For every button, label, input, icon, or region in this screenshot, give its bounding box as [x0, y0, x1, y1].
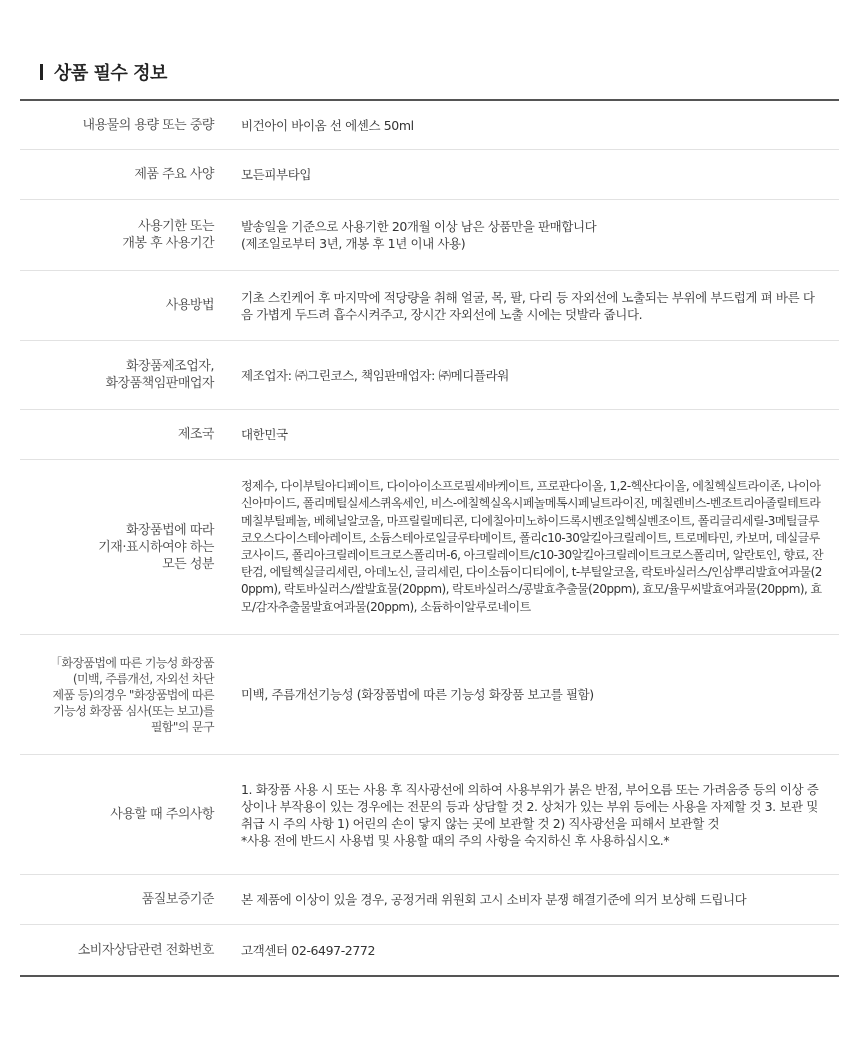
table-row-manufacturer — [20, 341, 839, 410]
table-row-country — [20, 410, 839, 460]
table-row-functional-cosmetic — [20, 635, 839, 755]
row-value: 모든피부타입 — [241, 167, 312, 182]
section-header — [40, 59, 167, 85]
table-row-ingredients — [20, 460, 839, 635]
row-label: 내용물의 용량 또는 중량 — [82, 117, 214, 133]
row-value: 미백, 주름개선기능성 (화장품법에 따른 기능성 화장품 보고를 필함) — [241, 687, 594, 702]
table-row-volume — [20, 101, 839, 150]
table-row-quality-standard — [20, 875, 839, 925]
row-label: 화장품제조업자, 화장품책임판매업자 — [105, 359, 214, 391]
row-value: 발송일을 기준으로 사용기한 20개월 이상 남은 상품만을 판매합니다 (제조일로부터 3년, 개봉 후 1년 이내 사용) — [241, 219, 597, 251]
row-value: 정제수, 다이부틸아디페이트, 다이아이소프로필세바케이트, 프로판다이올, 1,2-헥산다이올, 에칠헥실트라이존, 나이아신아마이드, 폴리메틸실세스퀴옥세인, 비스-에칠헥실옥시페놀메톡시페닐트라이진, 메칠렌비스-벤조트리아졸릴테트라메칠부틸페놀, 베헤닐알코올, 마프릴릴메티콘, 디에칠아미노하이드록시벤조일헥실벤조이트, 폴리글리세릴-3메틸글루코오스다이스테아레이트, 소듐스테아로일글루타메이트, 폴리c10-30알킬아크릴레이트, 트로메타민, 카보머, 데실글루코사이드, 폴리아크릴레이트크로스폴리머-6, 아크릴레이트/c10-30알킬아크릴레이트크로스폴리머, 알란토인, 향료, 잔탄검, 에틸헥실글리세린, 아데노신, 글리세린, 다이소듐이디티에이, t-부틸알코올, 락토바실러스/인삼뿌리발효여과물(20ppm), 락토바실러스/쌀발효물(20ppm), 락토바실러스/콩발효추출물(20ppm), 효모/율무씨발효여과물(20ppm), 효모/감자추출물발효여과물(20ppm), 소듐하이알루로네이트 — [241, 479, 824, 614]
row-value: 제조업자: ㈜그린코스, 책임판매업자: ㈜메디플라워 — [241, 367, 509, 383]
row-label: 소비자상담관련 전화번호 — [77, 942, 214, 958]
table-row-expiry — [20, 200, 839, 271]
row-label: 제조국 — [177, 427, 214, 442]
row-value: 본 제품에 이상이 있을 경우, 공정거래 위원회 고시 소비자 분쟁 해결기준에 의거 보상해 드립니다 — [241, 892, 747, 907]
table-row-usage — [20, 271, 839, 341]
row-value: 1. 화장품 사용 시 또는 사용 후 직사광선에 의하여 사용부위가 붉은 반점, 부어오름 또는 가려움증 등의 이상 증상이나 부작용이 있는 경우에는 전문의 등과 상담할 것 2. 상처가 있는 부위 등에는 사용을 자제할 것 3. 보관 및 취급 시 주의 사항 1) 어린의 손이 닿지 않는 곳에 보관할 것 2) 직사광선을 피해서 보관할 것 *사용 전에 반드시 사용법 및 사용할 때의 주의 사항을 숙지하신 후 사용하십시오.* — [241, 781, 819, 848]
row-label: 사용기한 또는 개봉 후 사용기간 — [122, 219, 214, 251]
table-row-main-spec — [20, 150, 839, 200]
section-title-bar — [40, 64, 43, 80]
row-label: 「화장품법에 따른 기능성 화장품 (미백, 주름개선, 자외선 차단 제품 등)의경우 "화장품법에 따른 기능성 화장품 심사(또는 보고)를 필함"의 문구 — [50, 655, 214, 734]
row-value: 비건아이 바이옴 선 에센스 50ml — [241, 117, 414, 133]
product-info-table — [20, 99, 839, 977]
section-title: 상품 필수 정보 — [54, 63, 167, 84]
row-value: 대한민국 — [241, 427, 288, 442]
row-label: 품질보증기준 — [141, 892, 214, 907]
row-label: 사용방법 — [165, 298, 214, 313]
table-row-customer-phone — [20, 925, 839, 975]
table-row-precautions — [20, 755, 839, 875]
row-label: 제품 주요 사양 — [134, 167, 214, 182]
row-label: 사용할 때 주의사항 — [110, 807, 214, 822]
row-value: 고객센터 02-6497-2772 — [241, 942, 376, 958]
row-value: 기초 스킨케어 후 마지막에 적당량을 취해 얼굴, 목, 팔, 다리 등 자외선에 노출되는 부위에 부드럽게 펴 바른 다음 가볍게 두드려 흡수시켜주고, 장시간 자외선에 노출 시에는 덧발라 줍니다. — [241, 289, 815, 322]
row-label: 화장품법에 따라 기재·표시하여야 하는 모든 성분 — [98, 522, 214, 572]
